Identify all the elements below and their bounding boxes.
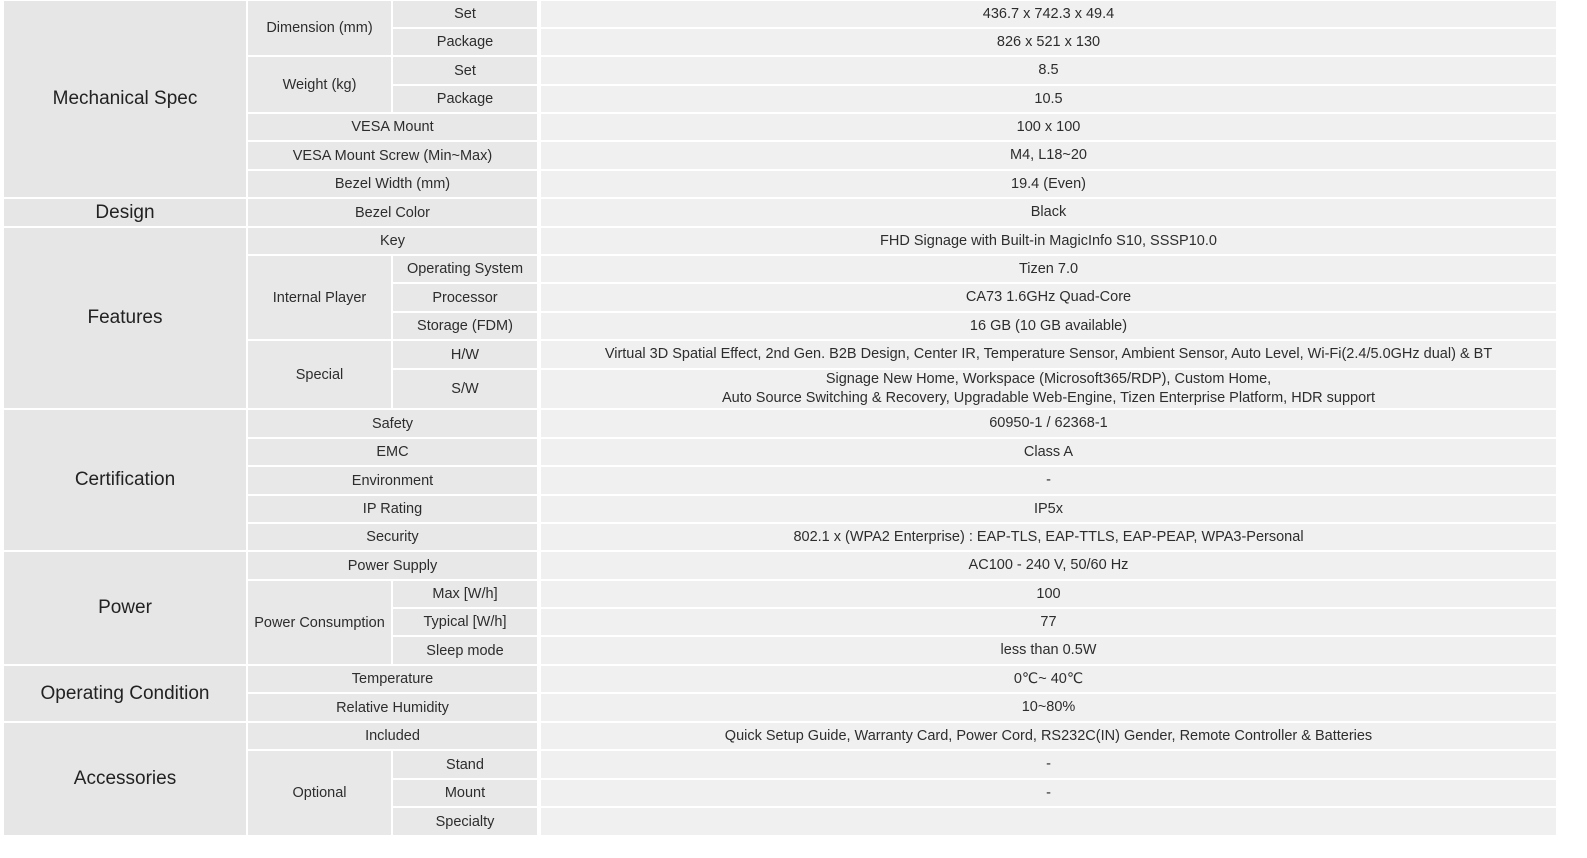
label-power-supply: Power Supply — [247, 551, 537, 580]
value-key: FHD Signage with Built-in MagicInfo S10, SSSP10.0 — [541, 227, 1556, 255]
label-processor: Processor — [392, 283, 537, 312]
label-storage: Storage (FDM) — [392, 312, 537, 340]
value-mount: - — [541, 779, 1556, 807]
table-row — [4, 722, 1556, 750]
label-environment: Environment — [247, 466, 537, 495]
label-safety: Safety — [247, 409, 537, 438]
value-weight-package: 10.5 — [541, 85, 1556, 113]
category-mechanical-spec: Mechanical Spec — [4, 0, 247, 198]
table-row — [4, 665, 1556, 693]
label-included: Included — [247, 722, 537, 750]
spec-table-container — [4, 0, 1556, 837]
value-security: 802.1 x (WPA2 Enterprise) : EAP-TLS, EAP-TTLS, EAP-PEAP, WPA3-Personal — [541, 523, 1556, 551]
value-hw: Virtual 3D Spatial Effect, 2nd Gen. B2B Design, Center IR, Temperature Sensor, Ambient Sensor, Auto Level, Wi-Fi(2.4/5.0GHz dual) & BT — [541, 340, 1556, 369]
label-optional: Optional — [247, 750, 392, 836]
value-power-max: 100 — [541, 580, 1556, 608]
label-internal-player: Internal Player — [247, 255, 392, 340]
value-included: Quick Setup Guide, Warranty Card, Power Cord, RS232C(IN) Gender, Remote Controller & Batteries — [541, 722, 1556, 750]
label-dimension-set: Set — [392, 0, 537, 28]
value-sw-line-2: Auto Source Switching & Recovery, Upgradable Web-Engine, Tizen Enterprise Platform, HDR support — [721, 390, 1376, 406]
value-stand: - — [541, 750, 1556, 779]
label-dimension-package: Package — [392, 28, 537, 56]
category-accessories: Accessories — [4, 722, 247, 836]
label-bezel-width: Bezel Width (mm) — [247, 170, 537, 198]
value-temperature: 0℃~ 40℃ — [541, 665, 1556, 693]
label-temperature: Temperature — [247, 665, 537, 693]
value-bezel-width: 19.4 (Even) — [541, 170, 1556, 198]
value-specialty — [541, 807, 1556, 836]
table-row — [4, 198, 1556, 227]
label-weight: Weight (kg) — [247, 56, 392, 113]
category-design: Design — [4, 198, 247, 227]
label-mount: Mount — [392, 779, 537, 807]
label-hw: H/W — [392, 340, 537, 369]
value-ip-rating: IP5x — [541, 495, 1556, 523]
label-emc: EMC — [247, 438, 537, 466]
label-power-max: Max [W/h] — [392, 580, 537, 608]
value-power-sleep: less than 0.5W — [541, 636, 1556, 665]
table-row — [4, 0, 1556, 28]
value-power-supply: AC100 - 240 V, 50/60 Hz — [541, 551, 1556, 580]
value-emc: Class A — [541, 438, 1556, 466]
label-vesa-screw: VESA Mount Screw (Min~Max) — [247, 141, 537, 170]
label-security: Security — [247, 523, 537, 551]
label-stand: Stand — [392, 750, 537, 779]
label-dimension: Dimension (mm) — [247, 0, 392, 56]
label-bezel-color: Bezel Color — [247, 198, 537, 227]
value-sw-line-1: Signage New Home, Workspace (Microsoft365/RDP), Custom Home, — [825, 371, 1272, 387]
label-ip-rating: IP Rating — [247, 495, 537, 523]
category-operating-condition: Operating Condition — [4, 665, 247, 722]
category-certification: Certification — [4, 409, 247, 551]
value-safety: 60950-1 / 62368-1 — [541, 409, 1556, 438]
label-weight-package: Package — [392, 85, 537, 113]
value-storage: 16 GB (10 GB available) — [541, 312, 1556, 340]
value-power-typical: 77 — [541, 608, 1556, 636]
table-row — [4, 551, 1556, 580]
label-power-typical: Typical [W/h] — [392, 608, 537, 636]
value-relative-humidity: 10~80% — [541, 693, 1556, 722]
category-power: Power — [4, 551, 247, 665]
value-vesa-mount: 100 x 100 — [541, 113, 1556, 141]
spec-table — [4, 0, 1556, 837]
value-operating-system: Tizen 7.0 — [541, 255, 1556, 283]
value-weight-set: 8.5 — [541, 56, 1556, 85]
label-sw: S/W — [392, 369, 537, 409]
value-dimension-set: 436.7 x 742.3 x 49.4 — [541, 0, 1556, 28]
label-power-sleep: Sleep mode — [392, 636, 537, 665]
category-features: Features — [4, 227, 247, 409]
label-vesa-mount: VESA Mount — [247, 113, 537, 141]
label-relative-humidity: Relative Humidity — [247, 693, 537, 722]
value-sw — [541, 369, 1556, 409]
value-dimension-package: 826 x 521 x 130 — [541, 28, 1556, 56]
label-key: Key — [247, 227, 537, 255]
label-weight-set: Set — [392, 56, 537, 85]
value-environment: - — [541, 466, 1556, 495]
value-bezel-color: Black — [541, 198, 1556, 227]
label-operating-system: Operating System — [392, 255, 537, 283]
label-power-consumption: Power Consumption — [247, 580, 392, 665]
table-row — [4, 227, 1556, 255]
label-specialty: Specialty — [392, 807, 537, 836]
label-special: Special — [247, 340, 392, 409]
value-processor: CA73 1.6GHz Quad-Core — [541, 283, 1556, 312]
table-row — [4, 409, 1556, 438]
value-vesa-screw: M4, L18~20 — [541, 141, 1556, 170]
